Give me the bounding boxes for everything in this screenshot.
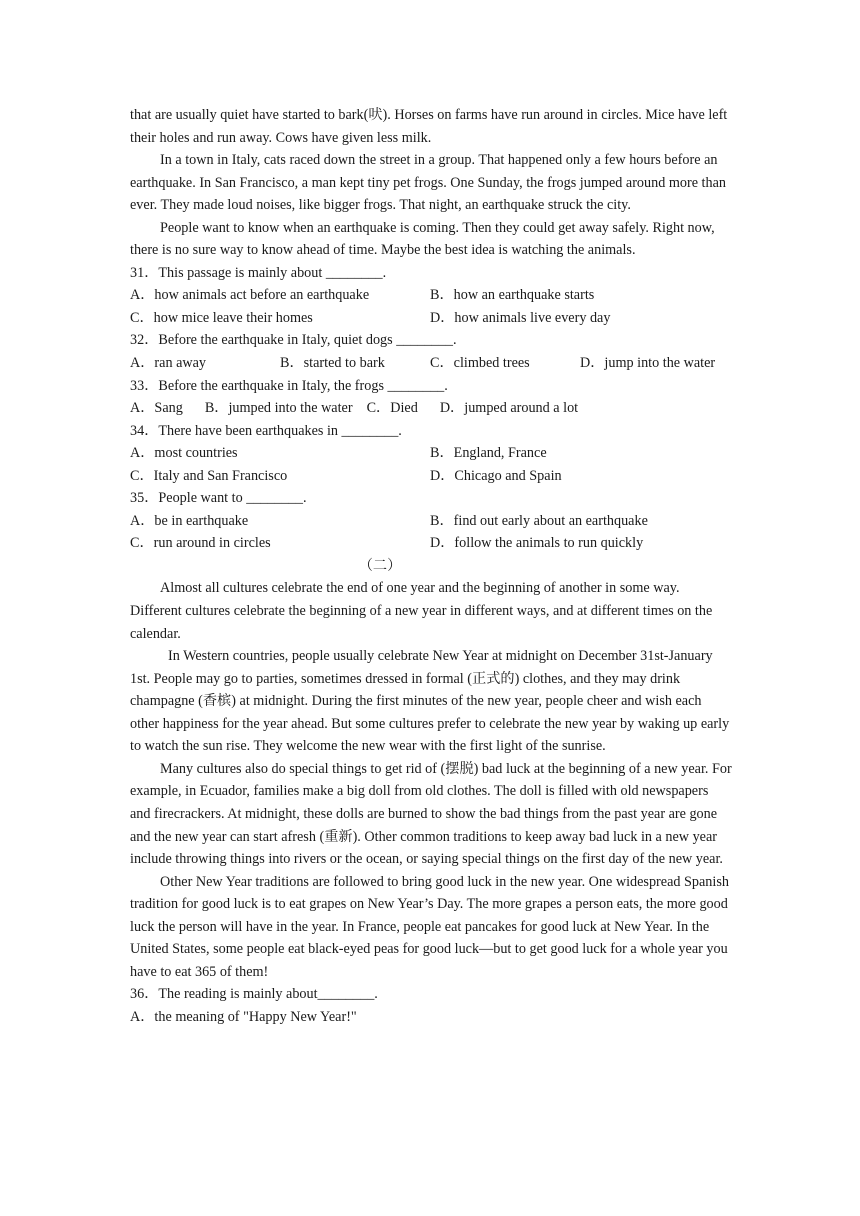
option: A．the meaning of "Happy New Year!" bbox=[130, 1008, 357, 1025]
option: C．Died bbox=[366, 400, 418, 417]
question-stem: 36．The reading is mainly about________. bbox=[130, 986, 378, 1003]
document-page bbox=[130, 104, 732, 1028]
option: A．Sang bbox=[130, 400, 183, 417]
question-stem: 33．Before the earthquake in Italy, the frogs ________. bbox=[130, 377, 448, 394]
question-stem: 35．People want to ________. bbox=[130, 490, 307, 507]
options-row bbox=[130, 465, 732, 488]
option: C．Italy and San Francisco bbox=[130, 467, 288, 484]
passage1-paragraph: People want to know when an earthquake is coming. Then they could get away safely. Right now, there is no sure way to know ahead of time. Maybe the best idea is watching the animals. bbox=[130, 219, 715, 259]
question-stem: 31．This passage is mainly about ________. bbox=[130, 264, 387, 281]
option: C．climbed trees bbox=[430, 355, 530, 372]
option: A．how animals act before an earthquake bbox=[130, 287, 370, 304]
passage2-paragraph: Other New Year traditions are followed to bring good luck in the new year. One widespread Spanish tradition for good luck is to eat grapes on New Year’s Day. The more grapes a person eats, the more good luck the person will have in the year. In France, people eat pancakes for good luck at New Year. In the United States, some people eat black-eyed peas for good luck—but to get good luck for a whole year you have to eat 365 of them! bbox=[130, 873, 729, 980]
option: B．how an earthquake starts bbox=[430, 287, 595, 304]
option: A．be in earthquake bbox=[130, 512, 249, 529]
option: D．jump into the water bbox=[580, 355, 716, 372]
option: C．how mice leave their homes bbox=[130, 309, 313, 326]
question-stem: 34．There have been earthquakes in ________. bbox=[130, 422, 402, 439]
passage2-paragraph: Many cultures also do special things to get rid of (摆脱) bad luck at the beginning of a new year. For example, in Ecuador, families make a big doll from old clothes. The doll is filled with old newspapers and firecrackers. At midnight, these dolls are burned to show the bad things from the past year are gone and the new year can start afresh (重新). Other common traditions to keep away bad luck in a new year include throwing things into rivers or the ocean, or saying special things on the first day of the new year. bbox=[130, 760, 732, 868]
options-row bbox=[130, 284, 732, 307]
options-row bbox=[130, 442, 732, 465]
option: B．England, France bbox=[430, 445, 547, 462]
passage1-paragraph: In a town in Italy, cats raced down the street in a group. That happened only a few hours before an earthquake. In San Francisco, a man kept tiny pet frogs. One Sunday, the frogs jumped around more than ever. They made loud noises, like bigger frogs. That night, an earthquake struck the city. bbox=[130, 152, 726, 214]
passage2-paragraph: Almost all cultures celebrate the end of one year and the beginning of another in some way. Different cultures celebrate the beginning of a new year in different ways, and at different times on the calendar. bbox=[130, 580, 713, 642]
options-row bbox=[130, 510, 732, 533]
options-row bbox=[130, 532, 732, 555]
option: B．jumped into the water bbox=[204, 400, 353, 417]
option: C．run around in circles bbox=[130, 535, 271, 552]
options-row bbox=[130, 352, 732, 375]
question-stem: 32．Before the earthquake in Italy, quiet dogs ________. bbox=[130, 332, 457, 349]
options-row bbox=[130, 307, 732, 330]
option: A．most countries bbox=[130, 445, 238, 462]
section-title: （二） bbox=[358, 557, 402, 574]
option: D．Chicago and Spain bbox=[430, 467, 562, 484]
options-row bbox=[130, 397, 732, 420]
option: B．find out early about an earthquake bbox=[430, 512, 648, 529]
option: D．how animals live every day bbox=[430, 309, 611, 326]
passage2-paragraph: In Western countries, people usually celebrate New Year at midnight on December 31st-January 1st. People may go to parties, sometimes dressed in formal (正式的) clothes, and they may drink champagne (香槟) at midnight. During the first minutes of the new year, people cheer and wish each other happiness for the year ahead. But some cultures prefer to celebrate the new year by waking up early to watch the sun rise. They welcome the new wear with the first light of the sunrise. bbox=[130, 648, 730, 755]
option: B．started to bark bbox=[280, 355, 385, 372]
option: A．ran away bbox=[130, 355, 207, 372]
option: D．follow the animals to run quickly bbox=[430, 535, 644, 552]
option: D．jumped around a lot bbox=[439, 400, 579, 417]
passage1-paragraph: that are usually quiet have started to bark(吠). Horses on farms have run around in circles. Mice have left their holes and run away. Cows have given less milk. bbox=[130, 107, 728, 146]
